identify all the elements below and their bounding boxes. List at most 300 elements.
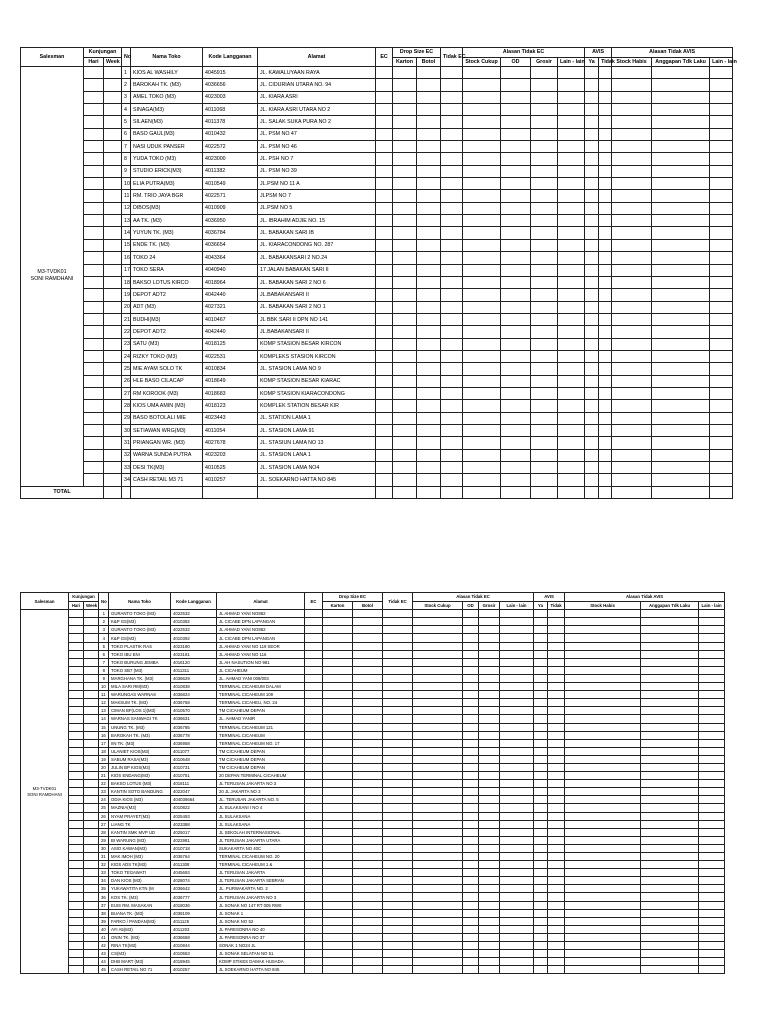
customer-code: 4010751 <box>171 772 217 780</box>
entry-cell <box>323 828 353 836</box>
week-cell <box>104 215 122 227</box>
table-row <box>21 141 733 153</box>
entry-cell <box>565 763 641 771</box>
entry-cell <box>585 153 599 165</box>
customer-code: 4028074 <box>171 877 217 885</box>
row-number: 44 <box>99 958 109 966</box>
entry-cell <box>585 104 599 116</box>
customer-code: 4010718 <box>171 844 217 852</box>
entry-cell <box>599 116 612 128</box>
entry-cell <box>585 412 599 424</box>
entry-cell <box>612 424 652 436</box>
entry-cell <box>641 699 699 707</box>
entry-cell <box>558 215 585 227</box>
entry-cell <box>463 462 501 474</box>
table-row <box>21 650 725 658</box>
total-row <box>21 486 733 498</box>
customer-code: 4036658 <box>171 933 217 941</box>
week-cell <box>104 276 122 288</box>
entry-cell <box>699 618 725 626</box>
entry-cell <box>501 338 531 350</box>
entry-cell <box>652 350 710 362</box>
entry-cell <box>585 141 599 153</box>
store-address: JL. KIARA ASRI <box>258 91 376 103</box>
entry-cell <box>441 190 463 202</box>
entry-cell <box>558 338 585 350</box>
entry-cell <box>641 618 699 626</box>
entry-cell <box>393 338 417 350</box>
entry-cell <box>463 79 501 91</box>
entry-cell <box>376 301 393 313</box>
entry-cell <box>413 836 463 844</box>
hari-cell <box>84 116 104 128</box>
row-number: 12 <box>122 202 131 214</box>
entry-cell <box>393 363 417 375</box>
entry-cell <box>558 412 585 424</box>
entry-cell <box>699 925 725 933</box>
total-label: TOTAL <box>21 486 104 498</box>
table-row <box>21 715 725 723</box>
entry-cell <box>417 79 441 91</box>
entry-cell <box>585 289 599 301</box>
row-number: 31 <box>122 437 131 449</box>
entry-cell <box>710 301 733 313</box>
entry-cell <box>500 925 534 933</box>
store-name: MIE AYAM SOLO TK <box>131 363 203 375</box>
store-address: KOMP STASION BESAR KIARAC <box>258 375 376 387</box>
entry-cell <box>323 634 353 642</box>
hari-cell <box>69 707 84 715</box>
entry-cell <box>383 958 413 966</box>
entry-cell <box>323 642 353 650</box>
row-number: 25 <box>99 804 109 812</box>
entry-cell <box>585 190 599 202</box>
entry-cell <box>548 844 565 852</box>
entry-cell <box>463 165 501 177</box>
hari-cell <box>84 128 104 140</box>
store-address: JL TERUSAN JAKARTA NO 3 <box>217 780 305 788</box>
store-name: HLE BASO CILACAP <box>131 375 203 387</box>
total-cell <box>585 486 599 498</box>
entry-cell <box>599 375 612 387</box>
store-name: TOKO PLASTIK RAS <box>109 642 171 650</box>
entry-cell <box>463 313 501 325</box>
entry-cell <box>558 165 585 177</box>
hari-cell <box>84 276 104 288</box>
table-row <box>21 153 733 165</box>
entry-cell <box>534 893 548 901</box>
entry-cell <box>531 338 558 350</box>
entry-cell <box>710 104 733 116</box>
entry-cell <box>710 79 733 91</box>
entry-cell <box>710 252 733 264</box>
table-row <box>21 853 725 861</box>
hari-cell <box>69 715 84 723</box>
entry-cell <box>652 276 710 288</box>
week-cell <box>104 338 122 350</box>
store-name: TOKO 24 <box>131 252 203 264</box>
store-name: DAN KIOS (M3) <box>109 877 171 885</box>
entry-cell <box>463 400 501 412</box>
entry-cell <box>599 350 612 362</box>
header-karton: Karton <box>393 57 417 67</box>
entry-cell <box>305 901 323 909</box>
row-number: 24 <box>99 796 109 804</box>
entry-cell <box>413 804 463 812</box>
total-cell <box>131 486 203 498</box>
entry-cell <box>534 877 548 885</box>
hari-cell <box>84 437 104 449</box>
entry-cell <box>413 772 463 780</box>
entry-cell <box>463 610 479 618</box>
entry-cell <box>479 674 500 682</box>
entry-cell <box>641 658 699 666</box>
entry-cell <box>463 289 501 301</box>
entry-cell <box>376 239 393 251</box>
entry-cell <box>463 626 479 634</box>
store-name: GURANTO TOKO (M3) <box>109 610 171 618</box>
entry-cell <box>305 658 323 666</box>
entry-cell <box>599 462 612 474</box>
week-cell <box>104 350 122 362</box>
entry-cell <box>585 239 599 251</box>
entry-cell <box>323 804 353 812</box>
entry-cell <box>413 747 463 755</box>
entry-cell <box>376 289 393 301</box>
table-row <box>21 804 725 812</box>
entry-cell <box>548 683 565 691</box>
hari-cell <box>69 674 84 682</box>
week-cell <box>104 227 122 239</box>
entry-cell <box>417 424 441 436</box>
entry-cell <box>501 116 531 128</box>
hari-cell <box>69 731 84 739</box>
entry-cell <box>441 202 463 214</box>
entry-cell <box>393 289 417 301</box>
entry-cell <box>463 618 479 626</box>
table-row <box>21 178 733 190</box>
entry-cell <box>612 387 652 399</box>
store-address: KOMPLEK STATION BESAR KIR <box>258 400 376 412</box>
entry-cell <box>500 877 534 885</box>
row-number: 10 <box>99 683 109 691</box>
entry-cell <box>413 650 463 658</box>
entry-cell <box>699 836 725 844</box>
customer-code: 4010432 <box>203 128 258 140</box>
total-cell <box>652 486 710 498</box>
entry-cell <box>501 202 531 214</box>
entry-cell <box>599 227 612 239</box>
entry-cell <box>305 950 323 958</box>
entry-cell <box>699 707 725 715</box>
entry-cell <box>558 252 585 264</box>
entry-cell <box>501 165 531 177</box>
header-stock-habis-2: Stock Habis <box>565 601 641 610</box>
entry-cell <box>463 780 479 788</box>
entry-cell <box>500 893 534 901</box>
entry-cell <box>376 350 393 362</box>
header-karton-2: Karton <box>323 601 353 610</box>
entry-cell <box>599 424 612 436</box>
entry-cell <box>413 683 463 691</box>
entry-cell <box>501 104 531 116</box>
entry-cell <box>383 739 413 747</box>
entry-cell <box>565 877 641 885</box>
store-name: MAZNIA(M3) <box>109 804 171 812</box>
entry-cell <box>353 885 383 893</box>
store-address: JL PARESONRA NO 40 <box>217 925 305 933</box>
row-number: 33 <box>99 869 109 877</box>
entry-cell <box>565 901 641 909</box>
entry-cell <box>652 227 710 239</box>
entry-cell <box>652 141 710 153</box>
entry-cell <box>501 326 531 338</box>
entry-cell <box>710 400 733 412</box>
entry-cell <box>417 141 441 153</box>
customer-code: 4027321 <box>203 301 258 313</box>
entry-cell <box>305 966 323 974</box>
entry-cell <box>393 202 417 214</box>
week-cell <box>84 844 99 852</box>
entry-cell <box>463 326 501 338</box>
store-address: JL.PSM NO 5 <box>258 202 376 214</box>
entry-cell <box>585 215 599 227</box>
entry-cell <box>534 909 548 917</box>
store-address: JL. TERUSAN JAKARTA NO. 5 <box>217 796 305 804</box>
entry-cell <box>463 91 501 103</box>
entry-cell <box>383 966 413 974</box>
entry-cell <box>463 828 479 836</box>
entry-cell <box>479 901 500 909</box>
header-alamat: Alamat <box>258 48 376 67</box>
entry-cell <box>353 788 383 796</box>
entry-cell <box>585 350 599 362</box>
customer-code: 4010553 <box>171 950 217 958</box>
entry-cell <box>565 828 641 836</box>
entry-cell <box>305 877 323 885</box>
table-row <box>21 966 725 974</box>
total-cell <box>258 486 376 498</box>
entry-cell <box>463 699 479 707</box>
header-stock-cukup-2: Stock Cukup <box>413 601 463 610</box>
row-number: 35 <box>99 885 109 893</box>
entry-cell <box>441 239 463 251</box>
table-row <box>21 424 733 436</box>
entry-cell <box>531 141 558 153</box>
entry-cell <box>652 116 710 128</box>
entry-cell <box>353 796 383 804</box>
header-salesman-2: Salesman <box>21 593 69 610</box>
store-address: JL AHMAD YANI NO 119 SEOR <box>217 642 305 650</box>
row-number: 32 <box>122 449 131 461</box>
entry-cell <box>441 326 463 338</box>
entry-cell <box>463 104 501 116</box>
store-name: ASIO KAWAN(M3) <box>109 844 171 852</box>
entry-cell <box>699 626 725 634</box>
entry-cell <box>548 901 565 909</box>
entry-cell <box>710 153 733 165</box>
entry-cell <box>565 683 641 691</box>
entry-cell <box>699 933 725 941</box>
week-cell <box>84 869 99 877</box>
week-cell <box>84 707 99 715</box>
entry-cell <box>599 178 612 190</box>
entry-cell <box>323 715 353 723</box>
entry-cell <box>565 966 641 974</box>
entry-cell <box>353 763 383 771</box>
entry-cell <box>531 375 558 387</box>
store-name: YUKAWATITA KTN (M <box>109 885 171 893</box>
customer-code: 4036950 <box>203 215 258 227</box>
row-number: 21 <box>99 772 109 780</box>
entry-cell <box>441 350 463 362</box>
entry-cell <box>612 301 652 313</box>
entry-cell <box>463 178 501 190</box>
entry-cell <box>383 626 413 634</box>
entry-cell <box>565 650 641 658</box>
entry-cell <box>641 796 699 804</box>
entry-cell <box>441 412 463 424</box>
row-number: 8 <box>99 666 109 674</box>
entry-cell <box>531 313 558 325</box>
customer-code: 4011382 <box>203 165 258 177</box>
entry-cell <box>353 683 383 691</box>
entry-cell <box>501 313 531 325</box>
entry-cell <box>500 699 534 707</box>
row-number: 12 <box>99 699 109 707</box>
entry-cell <box>641 909 699 917</box>
table-row <box>21 252 733 264</box>
entry-cell <box>558 79 585 91</box>
store-name: DESI TK(M3) <box>131 462 203 474</box>
entry-cell <box>463 747 479 755</box>
entry-cell <box>479 836 500 844</box>
entry-cell <box>463 264 501 276</box>
hari-cell <box>84 375 104 387</box>
entry-cell <box>565 925 641 933</box>
entry-cell <box>417 190 441 202</box>
entry-cell <box>710 215 733 227</box>
entry-cell <box>353 844 383 852</box>
customer-code: 4022047 <box>171 788 217 796</box>
entry-cell <box>548 626 565 634</box>
entry-cell <box>479 933 500 941</box>
week-cell <box>84 820 99 828</box>
entry-cell <box>463 917 479 925</box>
entry-cell <box>479 715 500 723</box>
entry-cell <box>479 877 500 885</box>
hari-cell <box>69 666 84 674</box>
entry-cell <box>441 227 463 239</box>
store-address: JL SONAK 1 <box>217 909 305 917</box>
entry-cell <box>534 674 548 682</box>
entry-cell <box>548 634 565 642</box>
table-row <box>21 933 725 941</box>
entry-cell <box>393 424 417 436</box>
entry-cell <box>652 215 710 227</box>
row-number: 13 <box>122 215 131 227</box>
entry-cell <box>305 812 323 820</box>
store-address: JL. PSM NO 47 <box>258 128 376 140</box>
table-row <box>21 658 725 666</box>
entry-cell <box>558 190 585 202</box>
entry-cell <box>463 691 479 699</box>
entry-cell <box>383 893 413 901</box>
entry-cell <box>652 239 710 251</box>
entry-cell <box>383 610 413 618</box>
entry-cell <box>417 239 441 251</box>
entry-cell <box>699 715 725 723</box>
entry-cell <box>710 141 733 153</box>
entry-cell <box>417 462 441 474</box>
entry-cell <box>599 289 612 301</box>
entry-cell <box>413 780 463 788</box>
hari-cell <box>69 820 84 828</box>
salesman-code: M3-TVDK01 <box>32 786 57 792</box>
row-number: 16 <box>122 252 131 264</box>
customer-code: 4036642 <box>171 885 217 893</box>
entry-cell <box>376 79 393 91</box>
entry-cell <box>376 91 393 103</box>
table-row <box>21 869 725 877</box>
table-row <box>21 812 725 820</box>
hari-cell <box>84 313 104 325</box>
entry-cell <box>565 885 641 893</box>
entry-cell <box>612 215 652 227</box>
entry-cell <box>413 755 463 763</box>
entry-cell <box>479 869 500 877</box>
header-nama-toko: Nama Toko <box>131 48 203 67</box>
table-row <box>21 885 725 893</box>
table-row <box>21 925 725 933</box>
entry-cell <box>353 642 383 650</box>
entry-cell <box>323 610 353 618</box>
entry-cell <box>463 650 479 658</box>
entry-cell <box>463 141 501 153</box>
entry-cell <box>417 412 441 424</box>
entry-cell <box>305 804 323 812</box>
entry-cell <box>699 642 725 650</box>
entry-cell <box>565 804 641 812</box>
hari-cell <box>84 104 104 116</box>
entry-cell <box>353 626 383 634</box>
table-row <box>21 788 725 796</box>
store-name: TOKO SB7 (M3) <box>109 666 171 674</box>
hari-cell <box>69 925 84 933</box>
entry-cell <box>479 739 500 747</box>
row-number: 42 <box>99 942 109 950</box>
week-cell <box>84 853 99 861</box>
entry-cell <box>548 812 565 820</box>
header-kunjungan: Kunjungan <box>84 48 122 58</box>
entry-cell <box>323 626 353 634</box>
store-address: JL SOEKARNO HATTA NO 845 <box>217 966 305 974</box>
entry-cell <box>641 731 699 739</box>
entry-cell <box>652 104 710 116</box>
entry-cell <box>548 804 565 812</box>
entry-cell <box>323 699 353 707</box>
entry-cell <box>652 400 710 412</box>
entry-cell <box>376 165 393 177</box>
entry-cell <box>534 966 548 974</box>
entry-cell <box>501 178 531 190</box>
row-number: 1 <box>99 610 109 618</box>
entry-cell <box>612 104 652 116</box>
entry-cell <box>500 683 534 691</box>
hari-cell <box>84 449 104 461</box>
entry-cell <box>441 104 463 116</box>
customer-code: 4010822 <box>171 804 217 812</box>
